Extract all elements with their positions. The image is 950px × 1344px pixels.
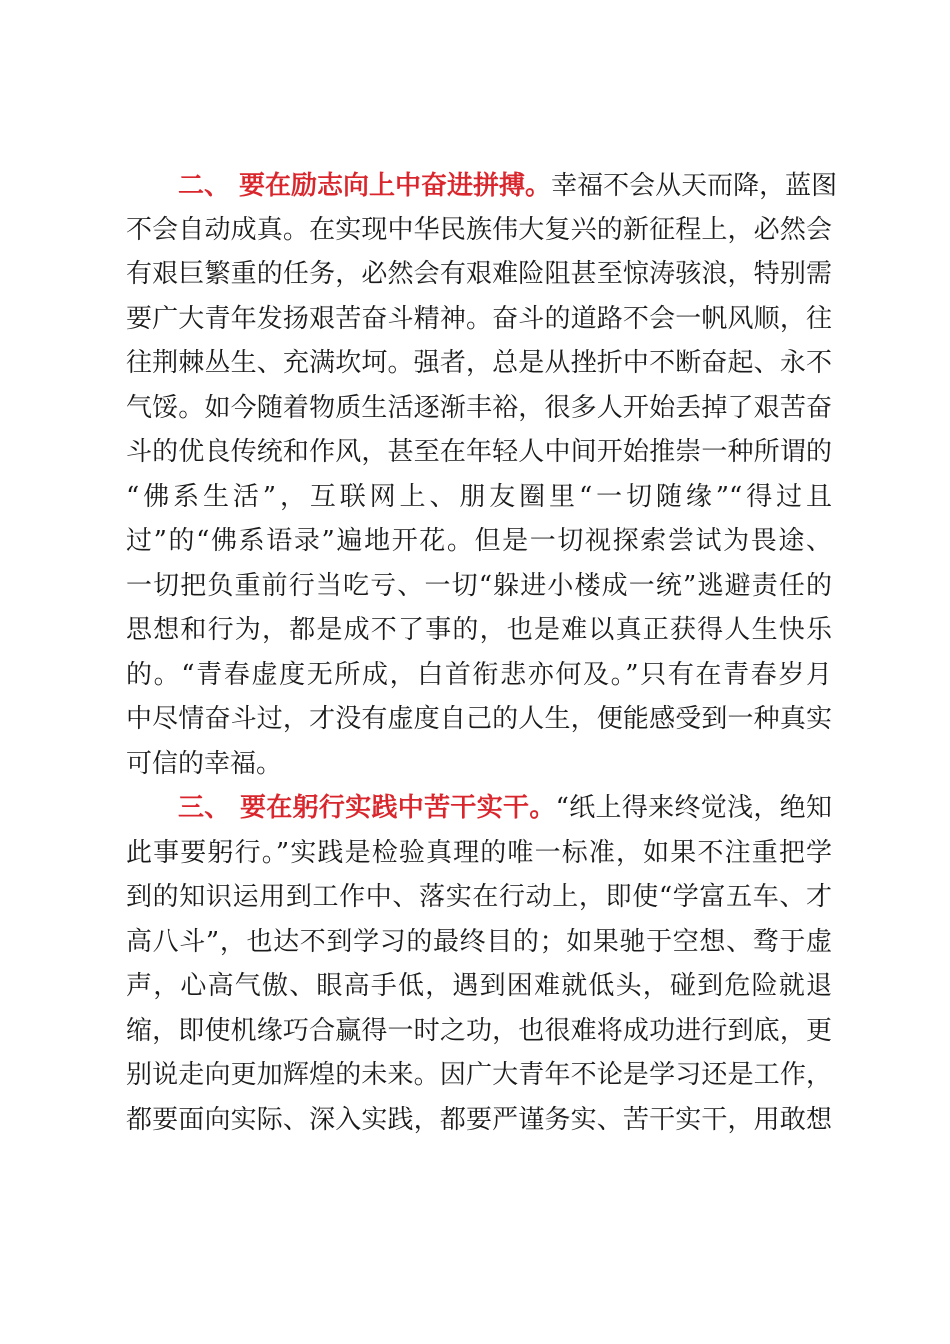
- section-2-line-7: 斗的优良传统和作风，甚至在年轻人中间开始推崇一种所谓的: [126, 437, 832, 467]
- paragraph-text: “纸上得来终觉浅，绝知: [555, 793, 832, 823]
- section-2-line-14: 可信的幸福。: [126, 749, 283, 779]
- section-3-line-3: 到的知识运用到工作中、落实在行动上，即使“学富五车、才: [126, 882, 832, 912]
- section-2-heading: 二、 要在励志向上中奋进拼搏。: [178, 171, 552, 201]
- section-2-line-3: 有艰巨繁重的任务，必然会有艰难险阻甚至惊涛骇浪，特别需: [126, 259, 832, 289]
- section-2-line-2: 不会自动成真。在实现中华民族伟大复兴的新征程上，必然会: [126, 215, 832, 245]
- section-3-line-8: 都要面向实际、深入实践，都要严谨务实、苦干实干，用敢想: [126, 1105, 832, 1135]
- section-2-line-10: 一切把负重前行当吃亏、一切“躲进小楼成一统”逃避责任的: [126, 571, 832, 601]
- section-2-line-5: 往荆棘丛生、充满坎坷。强者，总是从挫折中不断奋起、永不: [126, 348, 832, 378]
- section-2-line-9: 过”的“佛系语录”遍地开花。但是一切视探索尝试为畏途、: [126, 526, 832, 556]
- section-3-heading: 三、 要在躬行实践中苦干实干。: [178, 793, 556, 823]
- section-2-line-6: 气馁。如今随着物质生活逐渐丰裕，很多人开始丢掉了艰苦奋: [126, 393, 832, 423]
- section-2-line-11: 思想和行为，都是成不了事的，也是难以真正获得人生快乐: [126, 615, 832, 645]
- section-3-line-4: 高八斗”，也达不到学习的最终目的；如果驰于空想、骛于虚: [126, 927, 832, 957]
- section-2-line-4: 要广大青年发扬艰苦奋斗精神。奋斗的道路不会一帆风顺，往: [126, 304, 832, 334]
- section-3-line-1: [178, 786, 832, 830]
- section-3-line-6: 缩，即使机缘巧合赢得一时之功，也很难将成功进行到底，更: [126, 1016, 832, 1046]
- section-2-line-13: 中尽情奋斗过，才没有虚度自己的人生，便能感受到一种真实: [126, 704, 832, 734]
- section-2-line-8: “佛系生活”，互联网上、朋友圈里“一切随缘”“得过且: [126, 482, 832, 512]
- paragraph-text: 幸福不会从天而降，蓝图: [551, 171, 838, 201]
- section-2-line-12: 的。“青春虚度无所成，白首衔悲亦何及。”只有在青春岁月: [126, 660, 832, 690]
- section-3-line-7: 别说走向更加辉煌的未来。因广大青年不论是学习还是工作，: [126, 1060, 832, 1090]
- section-3-line-2: 此事要躬行。”实践是检验真理的唯一标准，如果不注重把学: [126, 838, 832, 868]
- section-3-line-5: 声，心高气傲、眼高手低，遇到困难就低头，碰到危险就退: [126, 971, 832, 1001]
- section-2-line-1: [178, 164, 838, 208]
